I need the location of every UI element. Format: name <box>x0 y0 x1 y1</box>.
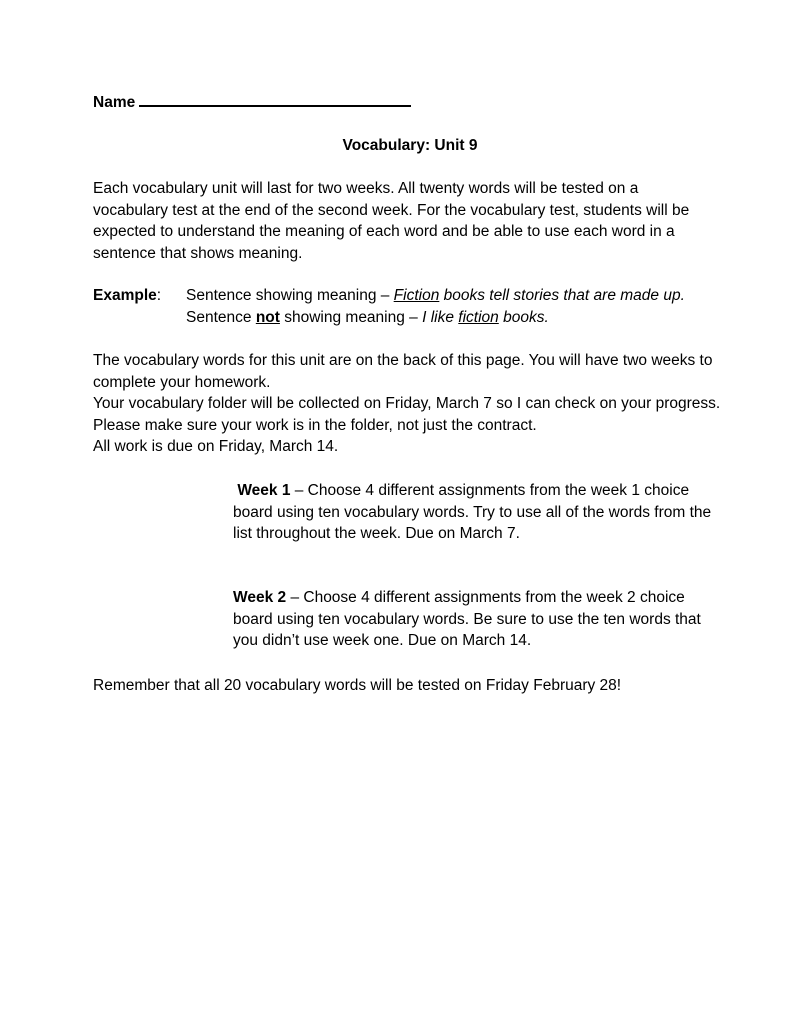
example-word-fiction: Fiction <box>393 287 440 304</box>
example-lines <box>186 285 746 328</box>
page-title: Vocabulary: Unit 9 <box>342 137 478 154</box>
example-line-meaning: Sentence showing meaning – Fiction books tell stories that are made up. <box>186 287 685 304</box>
instruction-folder: Your vocabulary folder will be collected on Friday, March 7 so I can check on your progress. Please make sure your work is in the folder, not just the contract. <box>93 395 721 434</box>
name-field <box>93 91 411 114</box>
test-reminder: Remember that all 20 vocabulary words will be tested on Friday February 28! <box>93 677 622 694</box>
week-2-label: Week 2 <box>233 589 287 606</box>
week-1-text: – Choose 4 different assignments from the week 1 choice board using ten vocabulary words. Try to use all of the words from the list throughout the week. Due on March 7. <box>233 482 712 542</box>
week-1-assignment <box>233 480 728 545</box>
example-word-fiction-2: fiction <box>458 308 499 326</box>
example-label: Example: <box>93 287 162 304</box>
name-label: Name <box>93 94 136 111</box>
intro-paragraph: Each vocabulary unit will last for two weeks. All twenty words will be tested on a vocabulary test at the end of the second week. For the vocabulary test, students will be expected to understand the meaning of each word and be able to use each word in a sentence that shows meaning. <box>93 180 690 262</box>
instruction-homework: The vocabulary words for this unit are on the back of this page. You will have two weeks to complete your homework. <box>93 352 713 391</box>
week-2-text: – Choose 4 different assignments from the week 2 choice board using ten vocabulary words. Be sure to use the ten words that you didn’t use week one. Due on March 14. <box>233 589 701 649</box>
week-2-assignment <box>233 587 728 652</box>
instructions <box>93 350 733 458</box>
example-emphasis-not: not <box>255 308 280 326</box>
instruction-due: All work is due on Friday, March 14. <box>93 438 339 455</box>
week-1-label: Week 1 <box>237 482 291 499</box>
name-blank-line[interactable] <box>139 91 411 107</box>
example-line-not-meaning: Sentence not showing meaning – I like fiction books. <box>186 308 549 326</box>
